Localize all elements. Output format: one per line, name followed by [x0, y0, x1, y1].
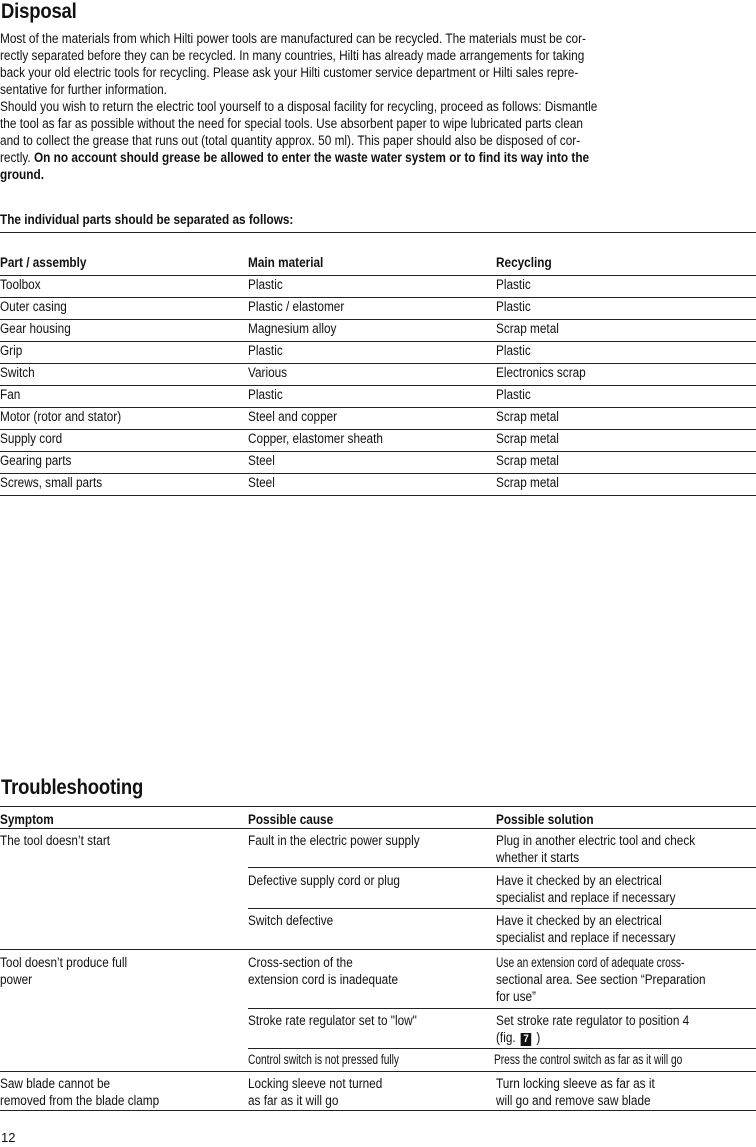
- plain-text: rectly.: [0, 150, 34, 165]
- divider: [0, 232, 756, 233]
- material-cell: Steel: [248, 475, 275, 490]
- recycling-cell: Plastic: [496, 343, 531, 358]
- material-cell: Plastic / elastomer: [248, 299, 345, 314]
- figure-ref-badge: 7: [521, 1033, 532, 1046]
- solution-text: Set stroke rate regulator to position 4: [496, 1013, 690, 1028]
- part-cell: Motor (rotor and stator): [0, 409, 122, 424]
- material-cell: Magnesium alloy: [248, 321, 337, 336]
- header-solution: Possible solution: [496, 812, 594, 827]
- recycling-cell: Scrap metal: [496, 409, 559, 424]
- text-line: the tool as far as possible without the need for special tools. Use absorbent paper to wipe lubricated parts clean: [0, 116, 584, 131]
- cause-text: Locking sleeve not turned: [248, 1076, 383, 1091]
- symptom-text: power: [0, 972, 33, 987]
- recycling-cell: Plastic: [496, 299, 531, 314]
- part-cell: Switch: [0, 365, 35, 380]
- cause-text: Fault in the electric power supply: [248, 833, 420, 848]
- material-cell: Steel and copper: [248, 409, 338, 424]
- cause-text: Stroke rate regulator set to "low": [248, 1013, 417, 1028]
- table-row: [0, 320, 756, 342]
- part-cell: Gear housing: [0, 321, 71, 336]
- divider: [248, 908, 756, 909]
- cause-text: Control switch is not pressed fully: [248, 1052, 400, 1067]
- table-row: [0, 364, 756, 386]
- disposal-paragraph-1: [0, 30, 756, 98]
- table-row: [0, 276, 756, 298]
- part-cell: Supply cord: [0, 431, 63, 446]
- part-cell: Grip: [0, 343, 23, 358]
- solution-text: Have it checked by an electrical: [496, 873, 662, 888]
- text-line: Most of the materials from which Hilti power tools are manufactured can be recycled. The materials must be cor-: [0, 31, 586, 46]
- text-line: [0, 166, 756, 183]
- symptom-text: Saw blade cannot be: [0, 1076, 111, 1091]
- cause-text: Cross-section of the: [248, 955, 353, 970]
- part-cell: Fan: [0, 387, 21, 402]
- solution-text: specialist and replace if necessary: [496, 930, 676, 945]
- text-line: back your old electric tools for recycling. Please ask your Hilti customer service department or Hilti sales repre-: [0, 65, 579, 80]
- header-symptom: Symptom: [0, 812, 54, 827]
- part-cell: Screws, small parts: [0, 475, 103, 490]
- table-row: [0, 452, 756, 474]
- table-row: [0, 474, 756, 496]
- solution-text: Plug in another electric tool and check: [496, 833, 696, 848]
- table-row: [0, 408, 756, 430]
- part-cell: Gearing parts: [0, 453, 72, 468]
- table-row: [0, 430, 756, 452]
- header-part: Part / assembly: [0, 255, 87, 270]
- material-cell: Steel: [248, 453, 275, 468]
- text-line: Should you wish to return the electric tool yourself to a disposal facility for recycling, proceed as follows: Dismantle: [0, 99, 598, 114]
- solution-text: specialist and replace if necessary: [496, 890, 676, 905]
- warning-text: On no account should grease be allowed to enter the waste water system or to find its way into the: [33, 150, 590, 165]
- recycling-cell: Plastic: [496, 387, 531, 402]
- recycling-cell: Scrap metal: [496, 431, 559, 446]
- divider: [0, 949, 756, 950]
- recycling-cell: Scrap metal: [496, 321, 559, 336]
- recycling-cell: Scrap metal: [496, 475, 559, 490]
- material-cell: Copper, elastomer sheath: [248, 431, 383, 446]
- disposal-heading: Disposal: [1, 0, 77, 23]
- part-cell: Outer casing: [0, 299, 67, 314]
- header-recycling: Recycling: [496, 255, 552, 270]
- solution-text: for use”: [496, 989, 536, 1004]
- material-cell: Plastic: [248, 387, 283, 402]
- solution-text: will go and remove saw blade: [496, 1093, 651, 1108]
- page-number: 12: [1, 1130, 16, 1145]
- table-header-row: [0, 254, 756, 276]
- cause-text: extension cord is inadequate: [248, 972, 399, 987]
- solution-text: sectional area. See section “Preparation: [496, 972, 706, 987]
- solution-text: whether it starts: [496, 850, 580, 865]
- text-line: rectly separated before they can be recycled. In many countries, Hilti has already made arrangements for taking: [0, 48, 585, 63]
- divider: [248, 1048, 756, 1049]
- header-material: Main material: [248, 255, 324, 270]
- recycling-cell: Plastic: [496, 277, 531, 292]
- recycling-cell: Electronics scrap: [496, 365, 586, 380]
- divider: [248, 1008, 756, 1009]
- symptom-text: The tool doesn’t start: [0, 833, 111, 848]
- disposal-paragraph-2: [0, 98, 756, 183]
- divider: [0, 1071, 756, 1072]
- divider: [0, 806, 756, 807]
- table-row: [0, 386, 756, 408]
- solution-text: Have it checked by an electrical: [496, 913, 662, 928]
- symptom-text: Tool doesn’t produce full: [0, 955, 128, 970]
- divider: [0, 1110, 756, 1111]
- material-cell: Plastic: [248, 343, 283, 358]
- divider: [248, 867, 756, 868]
- solution-text: (fig. 7 ): [496, 1030, 541, 1045]
- material-cell: Plastic: [248, 277, 283, 292]
- cause-text: as far as it will go: [248, 1093, 339, 1108]
- text-line: and to collect the grease that runs out (total quantity approx. 50 ml). This paper should also be disposed of cor-: [0, 133, 581, 148]
- solution-text: Press the control switch as far as it will go: [494, 1052, 683, 1067]
- text-line: sentative for further information.: [0, 82, 167, 97]
- troubleshooting-heading: Troubleshooting: [1, 776, 144, 799]
- symptom-text: removed from the blade clamp: [0, 1093, 160, 1108]
- separation-heading: The individual parts should be separated as follows:: [0, 212, 294, 227]
- table-row: [0, 342, 756, 364]
- cause-text: Defective supply cord or plug: [248, 873, 400, 888]
- table-row: [0, 298, 756, 320]
- solution-text: Turn locking sleeve as far as it: [496, 1076, 655, 1091]
- header-cause: Possible cause: [248, 812, 334, 827]
- cause-text: Switch defective: [248, 913, 334, 928]
- warning-text-end: ground.: [0, 167, 45, 182]
- material-cell: Various: [248, 365, 288, 380]
- text-line: [0, 149, 756, 166]
- part-cell: Toolbox: [0, 277, 41, 292]
- recycling-cell: Scrap metal: [496, 453, 559, 468]
- divider: [0, 828, 756, 829]
- disposal-table: [0, 254, 756, 496]
- solution-text: Use an extension cord of adequate cross-: [496, 955, 685, 970]
